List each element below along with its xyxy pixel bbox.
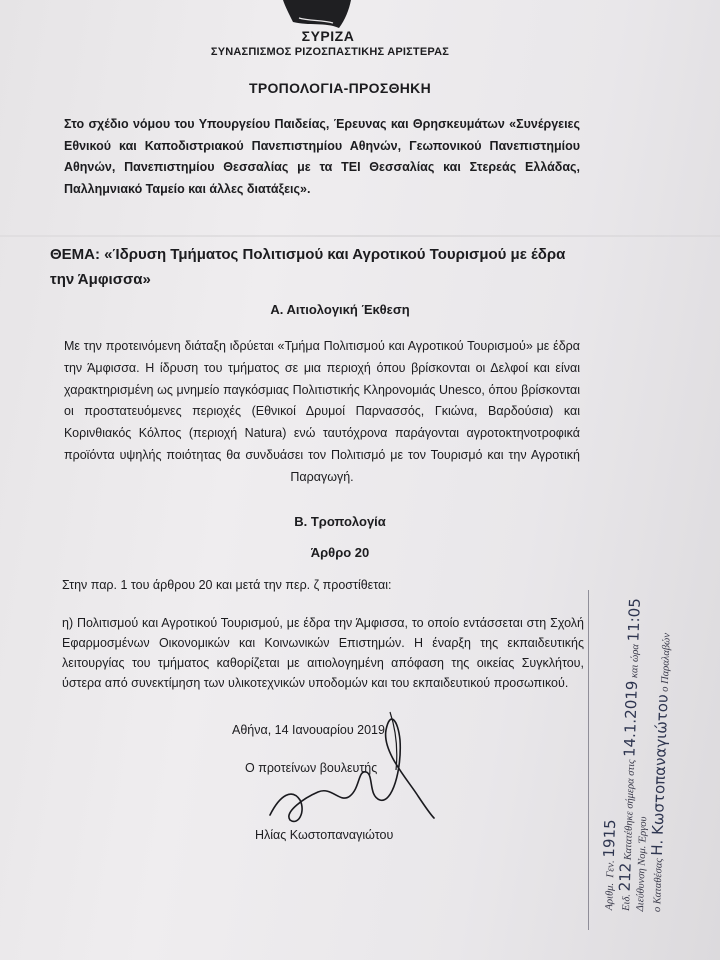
- paper-fold: [0, 235, 720, 237]
- stamp-margin-line: [588, 590, 589, 930]
- signer-name: Ηλίας Κωστοπαναγιώτου: [255, 828, 394, 842]
- parliament-receipt-stamp: [600, 550, 678, 912]
- intro-paragraph: Στο σχέδιο νόμου του Υπουργείου Παιδείας, Έρευνας και Θρησκευμάτων «Συνέργειες Εθνικού και Καποδιστριακού Πανεπιστημίου Αθηνών, Γεωπονικού Πανεπιστημίου Αθηνών, Πανεπιστημίου Θεσσαλίας με τα ΤΕΙ Θεσσαλίας και Στερεάς Ελλάδας, Παλλημνιακό Ταμείο και άλλες διατάξεις».: [64, 117, 580, 196]
- stamp-label-time: και ώρα: [629, 643, 642, 679]
- stamp-eid-value: 212: [615, 862, 635, 892]
- section-a-heading: Α. Αιτιολογική Έκθεση: [270, 302, 410, 317]
- article-lead: Στην παρ. 1 του άρθρου 20 και μετά την περ. ζ προστίθεται:: [62, 578, 392, 592]
- syriza-flag-logo-icon: [265, 0, 365, 30]
- party-name: ΣΥΡΙΖΑ: [301, 28, 355, 44]
- stamp-label-receiver: ο Παραλαβών: [659, 632, 673, 692]
- stamp-time-value: 11:05: [624, 597, 644, 642]
- article-paragraph: η) Πολιτισμού και Αγροτικού Τουρισμού, με έδρα την Άμφισσα, το οποίο εντάσσεται στη Σχολή Εφαρμοσμένων Οικονομικών και Κοινωνικών Επιστημών. Η έναρξη της εκπαιδευτικής λειτουργίας του τμήματος καθορίζεται με αιτιολογημένη απόφαση της οικείας Συγκλήτου, ύστερα από συνεκτίμηση των υλικοτεχνικών υποδομών και του εκπαιδευτικού προσωπικού.: [62, 616, 584, 690]
- stamp-label-service: Διεύθυνση Νομ. Έργου: [634, 816, 650, 912]
- stamp-deposited-date: 14.1.2019: [620, 680, 642, 758]
- section-b-heading: Β. Τροπολογία: [294, 514, 386, 529]
- place-date: Αθήνα, 14 Ιανουαρίου 2019: [232, 723, 385, 737]
- section-a-paragraph: Με την προτεινόμενη διάταξη ιδρύεται «Τμήμα Πολιτισμού και Αγροτικού Τουρισμού» με έδρα την Άμφισσα. Η ίδρυση του τμήματος σε μια περιοχή όπου βρίσκονται οι Δελφοί και είναι χαρακτηρισμένη ως μνημείο παγκόσμιας Πολιτιστικής Κληρονομιάς Unesco, όπου βρίσκονται οι προστατευόμενες περιοχές (Εθνικοί Δρυμοί Παρνασσός, Γκιώνα, Βαρδούσια) και Κορινθιακός Κόλπος (περιοχή Natura) ενώ ταυτόχρονα παράγονται αγροτοκτηνοτροφικά προϊόντα υψηλής ποιότητας θα συνδυάσει τον Πολιτισμό με τον Τουρισμό και την Αγροτική Παραγωγή.: [64, 339, 580, 484]
- stamp-clerk-value: Η. Κωστοπαναγιώτου: [647, 693, 672, 857]
- party-subtitle: ΣΥΝΑΣΠΙΣΜΟΣ ΡΙΖΟΣΠΑΣΤΙΚΗΣ ΑΡΙΣΤΕΡΑΣ: [210, 46, 450, 58]
- stamp-label-clerk: ο Καταθέσας: [651, 858, 665, 913]
- stamp-label-number: Αριθμ.: [603, 882, 616, 911]
- stamp-number-value: 1915: [599, 819, 620, 858]
- stamp-label-deposited: Κατατέθηκε σήμερα στις: [622, 759, 638, 861]
- article-heading: Άρθρο 20: [310, 545, 370, 560]
- stamp-label-eid: Ειδ.: [620, 893, 633, 912]
- document-title: ΤΡΟΠΟΛΟΓΙΑ-ΠΡΟΣΘΗΚΗ: [249, 80, 431, 96]
- stamp-label-gen: Γεν.: [605, 860, 617, 878]
- subject-heading: ΘΕΜΑ: «Ίδρυση Τμήματος Πολιτισμού και Αγροτικού Τουρισμού με έδρα την Άμφισσα»: [50, 246, 566, 288]
- proposer-label: Ο προτείνων βουλευτής: [245, 761, 378, 775]
